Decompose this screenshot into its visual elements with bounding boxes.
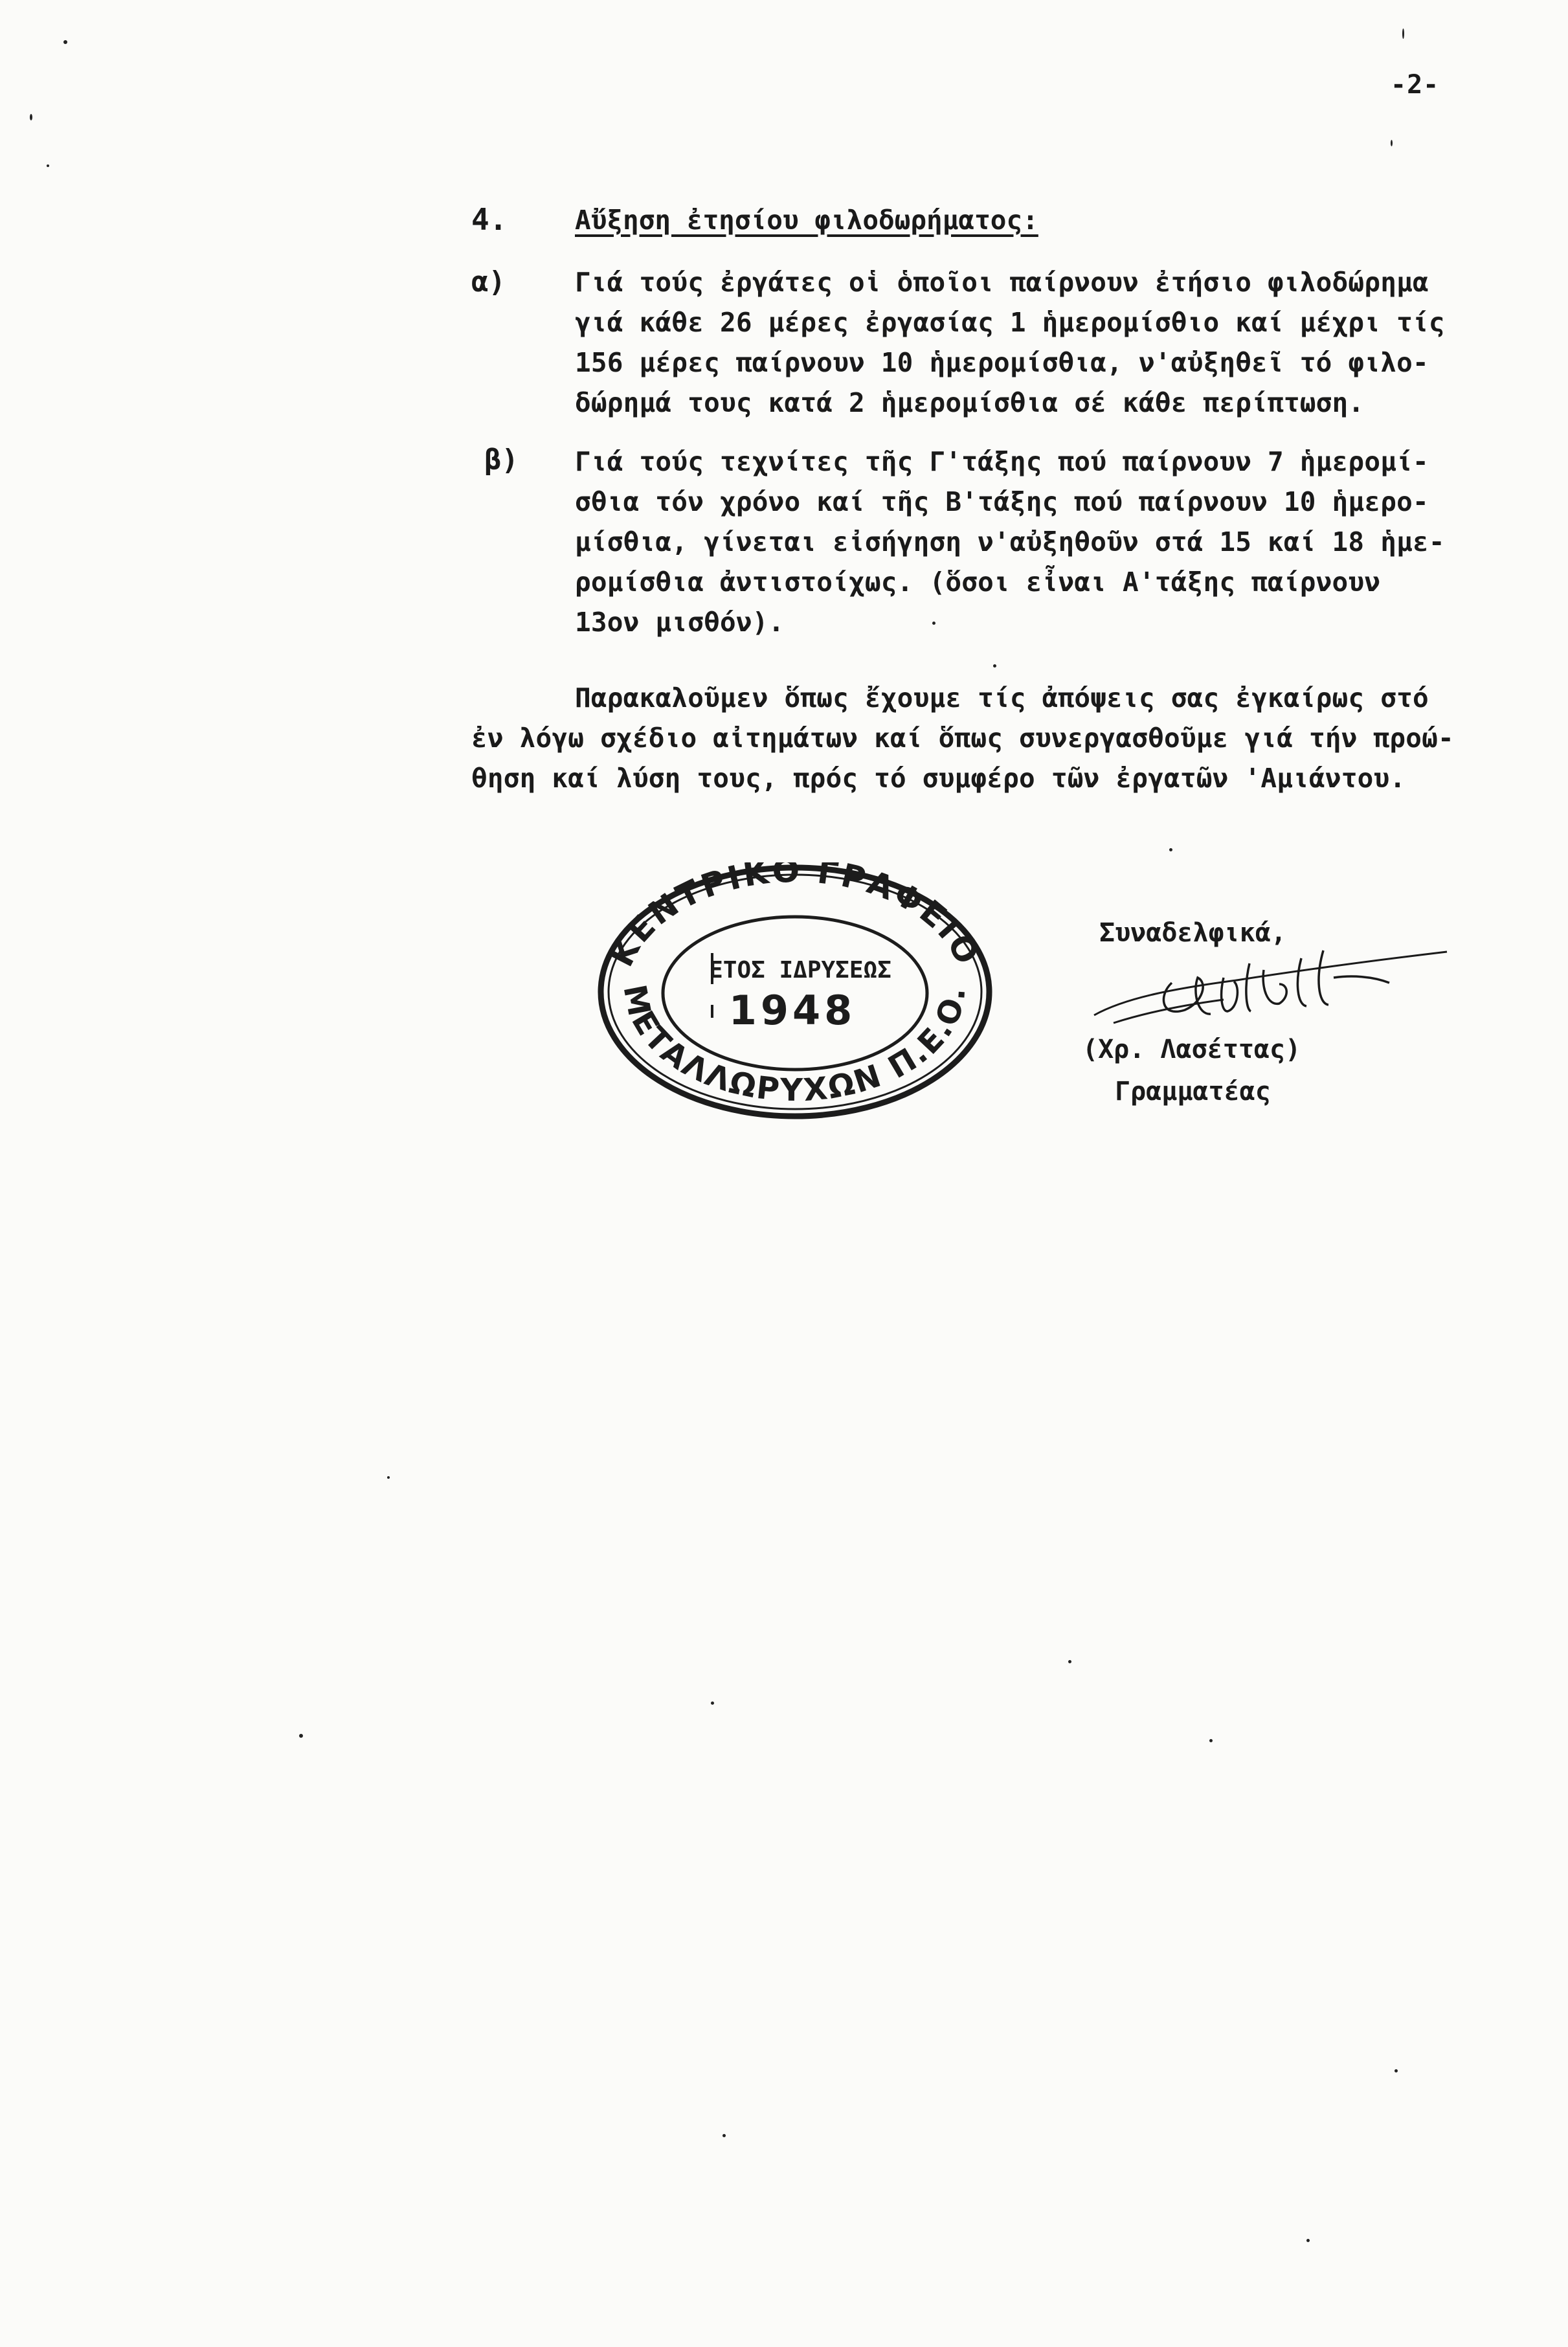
item-b-line-4: ρομίσθια ἀντιστοίχως. (ὅσοι εἶναι Α'τάξης παίρνουν [575,567,1381,598]
item-a-line-4: δώρημά τους κατά 2 ἡμερομίσθια σέ κάθε περίπτωση. [575,387,1365,418]
signatory-name: (Χρ. Λασέττας) [1082,1035,1301,1064]
closing-paragraph-line-1: Παρακαλοῦμεν ὅπως ἔχουμε τίς ἀπόψεις σας ἐγκαίρως στό [575,682,1429,713]
scan-speck [1402,28,1404,39]
signatory-title: Γραμματέας [1115,1077,1271,1106]
closing-salutation: Συναδελφικά, [1099,918,1286,948]
item-b-line-1: Γιά τούς τεχνίτες τῆς Γ'τάξης πού παίρνουν 7 ἡμερομί- [575,446,1429,477]
scan-speck [1169,848,1172,851]
item-b-line-5: 13ον μισθόν). [575,607,785,638]
section-title: Αὔξηση ἐτησίου φιλοδωρήματος: [575,205,1038,236]
scan-speck [1394,2069,1398,2072]
item-a-line-1: Γιά τούς ἐργάτες οἱ ὁποῖοι παίρνουν ἐτήσιο φιλοδώρημα [575,267,1429,298]
scan-speck [711,1701,714,1705]
stamp-inner-label: ΕΤΟΣ ΙΔΡΥΣΕΩΣ [709,957,891,983]
organization-stamp [594,862,996,1121]
scan-speck [1209,1739,1213,1742]
scan-speck [30,114,32,120]
scan-speck [932,622,935,625]
stamp-bottom-text: ΜΕΤΑΛΛΩΡΥΧΩΝ Π.Ε.Ο. [616,982,973,1109]
stamp-top-text: ΚΕΝΤΡΙΚΟ ΓΡΑΦΕΙΟ [603,862,987,973]
item-marker-a: α) [471,265,506,298]
scan-speck [993,664,996,668]
closing-paragraph-line-3: θηση καί λύση τους, πρός τό συμφέρο τῶν ἐργατῶν 'Αμιάντου. [471,763,1406,794]
item-a-line-2: γιά κάθε 26 μέρες ἐργασίας 1 ἡμερομίσθιο καί μέχρι τίς [575,307,1445,338]
item-b-line-3: μίσθια, γίνεται εἰσήγηση ν'αὐξηθοῦν στά 15 καί 18 ἡμε- [575,526,1445,557]
item-marker-b: β) [484,444,519,477]
handwritten-signature [1088,932,1450,1036]
stamp-inner-year: 1948 [728,987,857,1034]
scan-speck [47,164,49,167]
scan-speck [299,1734,303,1738]
page-number: -2- [1391,70,1440,100]
scan-speck [63,40,67,44]
section-number: 4. [471,202,508,237]
scan-speck [1306,2239,1310,2242]
scan-speck [722,2134,726,2137]
item-b-line-2: σθια τόν χρόνο καί τῆς Β'τάξης πού παίρνουν 10 ἡμερο- [575,486,1429,517]
item-a-line-3: 156 μέρες παίρνουν 10 ἡμερομίσθια, ν'αὐξηθεῖ τό φιλο- [575,347,1429,378]
scan-speck [1068,1660,1071,1663]
closing-paragraph-line-2: ἐν λόγω σχέδιο αἰτημάτων καί ὅπως συνεργασθοῦμε γιά τήν προώ- [471,723,1454,754]
scan-speck [387,1476,390,1479]
scan-speck [1391,140,1393,146]
